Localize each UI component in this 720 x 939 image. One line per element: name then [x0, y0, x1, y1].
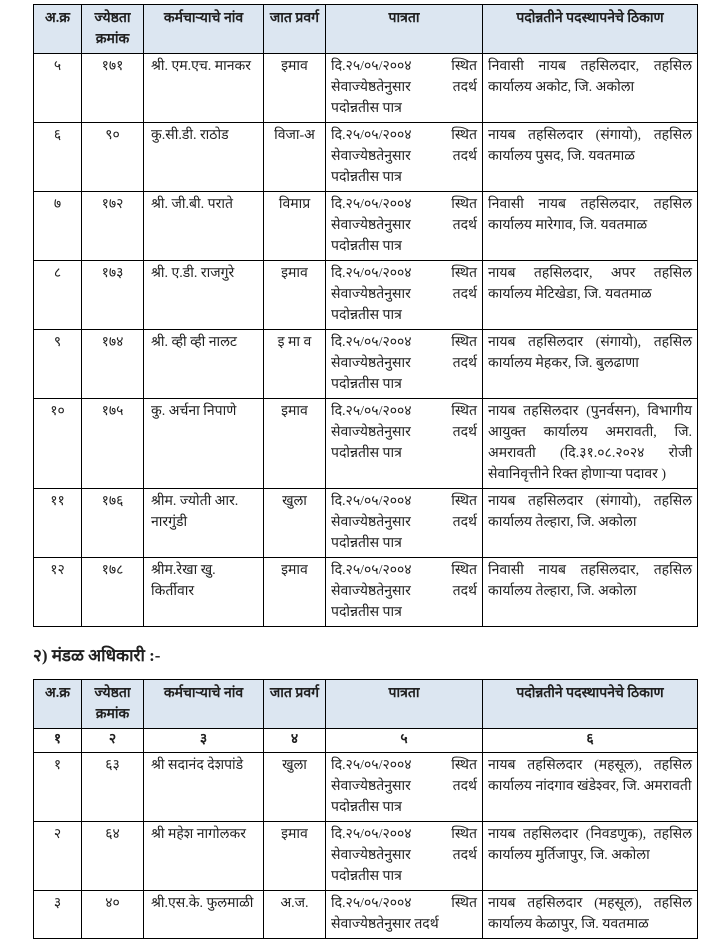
column-number: ४ [264, 729, 326, 753]
cell-serial-number: ७ [34, 192, 82, 261]
header-eligibility: पात्रता [326, 5, 483, 54]
header-caste-category: जात प्रवर्ग [264, 5, 326, 54]
header-employee-name: कर्मचाऱ्याचे नांव [144, 5, 264, 54]
header-caste-category: जात प्रवर्ग [264, 680, 326, 729]
cell-posting-location: निवासी नायब तहसिलदार, तहसिल कार्यालय मारेगाव, जि. यवतमाळ [483, 192, 698, 261]
cell-serial-number: ११ [34, 489, 82, 558]
header-eligibility: पात्रता [326, 680, 483, 729]
cell-posting-location: निवासी नायब तहसिलदार, तहसिल कार्यालय अकोट, जि. अकोला [483, 54, 698, 123]
header-employee-name: कर्मचाऱ्याचे नांव [144, 680, 264, 729]
table-header [34, 680, 698, 729]
cell-caste-category: इमाव [264, 558, 326, 627]
cell-eligibility: दि.२५/०५/२००४ स्थित सेवाज्येष्ठतेनुसार तदर्थ पदोन्नतीस पात्र [326, 123, 483, 192]
cell-employee-name: श्रीम.रेखा खु. किर्तीवार [144, 558, 264, 627]
cell-posting-location: नायब तहसिलदार (संगायो), तहसिल कार्यालय तेल्हारा, जि. अकोला [483, 489, 698, 558]
cell-employee-name: श्री. एम.एच. मानकर [144, 54, 264, 123]
column-number: ३ [144, 729, 264, 753]
cell-serial-number: १२ [34, 558, 82, 627]
cell-serial-number: ६ [34, 123, 82, 192]
header-serial-number: अ.क्र [34, 5, 82, 54]
column-number: १ [34, 729, 82, 753]
cell-employee-name: श्री.एस.के. फुलमाळी [144, 891, 264, 939]
cell-eligibility: दि.२५/०५/२००४ स्थित सेवाज्येष्ठतेनुसार तदर्थ पदोन्नतीस पात्र [326, 489, 483, 558]
cell-seniority-number: ६३ [82, 753, 144, 822]
table-row [34, 489, 698, 558]
cell-caste-category: इमाव [264, 54, 326, 123]
cell-eligibility: दि.२५/०५/२००४ स्थित सेवाज्येष्ठतेनुसार तदर्थ पदोन्नतीस पात्र [326, 558, 483, 627]
table-row [34, 753, 698, 822]
cell-caste-category: विमाप्र [264, 192, 326, 261]
cell-seniority-number: १७५ [82, 399, 144, 489]
header-row [34, 5, 698, 54]
header-serial-number: अ.क्र [34, 680, 82, 729]
column-number: ६ [483, 729, 698, 753]
promotion-table-mandal-adhikari [33, 679, 698, 939]
table-row [34, 822, 698, 891]
cell-posting-location: नायब तहसिलदार (संगायो), तहसिल कार्यालय पुसद, जि. यवतमाळ [483, 123, 698, 192]
cell-seniority-number: १७६ [82, 489, 144, 558]
cell-posting-location: नायब तहसिलदार (महसूल), तहसिल कार्यालय केळापुर, जि. यवतमाळ [483, 891, 698, 939]
cell-seniority-number: १७२ [82, 192, 144, 261]
cell-employee-name: श्रीम. ज्योती आर. नारगुंडी [144, 489, 264, 558]
cell-employee-name: कु.सी.डी. राठोड [144, 123, 264, 192]
cell-posting-location: नायब तहसिलदार (पुनर्वसन), विभागीय आयुक्त कार्यालय अमरावती, जि. अमरावती (दि.३१.०८.२०२४ रोजी सेवानिवृत्तीने रिक्त होणाऱ्या पदावर ) [483, 399, 698, 489]
table-row [34, 558, 698, 627]
cell-employee-name: श्री सदानंद देशपांडे [144, 753, 264, 822]
cell-eligibility: दि.२५/०५/२००४ स्थित सेवाज्येष्ठतेनुसार तदर्थ पदोन्नतीस पात्र [326, 822, 483, 891]
cell-serial-number: ३ [34, 891, 82, 939]
section-heading-mandal-adhikari: २) मंडळ अधिकारी :- [33, 646, 161, 665]
cell-eligibility: दि.२५/०५/२००४ स्थित सेवाज्येष्ठतेनुसार तदर्थ पदोन्नतीस पात्र [326, 330, 483, 399]
cell-employee-name: श्री. जी.बी. पराते [144, 192, 264, 261]
cell-eligibility: दि.२५/०५/२००४ स्थित सेवाज्येष्ठतेनुसार तदर्थ पदोन्नतीस पात्र [326, 54, 483, 123]
column-number-row [34, 729, 698, 753]
cell-employee-name: श्री. व्ही व्ही नालट [144, 330, 264, 399]
cell-caste-category: खुला [264, 489, 326, 558]
table-row [34, 261, 698, 330]
header-seniority-number: ज्येष्ठता क्रमांक [82, 680, 144, 729]
cell-employee-name: श्री. ए.डी. राजगुरे [144, 261, 264, 330]
header-row [34, 680, 698, 729]
cell-seniority-number: ६४ [82, 822, 144, 891]
column-number: २ [82, 729, 144, 753]
cell-posting-location: नायब तहसिलदार (निवडणुक), तहसिल कार्यालय मुर्तिजापुर, जि. अकोला [483, 822, 698, 891]
cell-seniority-number: ९० [82, 123, 144, 192]
cell-seniority-number: १७३ [82, 261, 144, 330]
cell-eligibility: दि.२५/०५/२००४ स्थित सेवाज्येष्ठतेनुसार तदर्थ पदोन्नतीस पात्र [326, 399, 483, 489]
table-row [34, 399, 698, 489]
cell-eligibility: दि.२५/०५/२००४ स्थित सेवाज्येष्ठतेनुसार तदर्थ पदोन्नतीस पात्र [326, 261, 483, 330]
cell-caste-category: अ.ज. [264, 891, 326, 939]
cell-serial-number: १ [34, 753, 82, 822]
cell-employee-name: कु. अर्चना निपाणे [144, 399, 264, 489]
table-row [34, 123, 698, 192]
cell-caste-category: खुला [264, 753, 326, 822]
header-posting-location: पदोन्नतीने पदस्थापनेचे ठिकाण [483, 5, 698, 54]
cell-seniority-number: ४० [82, 891, 144, 939]
cell-eligibility: दि.२५/०५/२००४ स्थित सेवाज्येष्ठतेनुसार तदर्थ पदोन्नतीस पात्र [326, 192, 483, 261]
cell-serial-number: ८ [34, 261, 82, 330]
header-posting-location: पदोन्नतीने पदस्थापनेचे ठिकाण [483, 680, 698, 729]
table-row [34, 54, 698, 123]
table-body [34, 54, 698, 627]
cell-serial-number: १० [34, 399, 82, 489]
cell-posting-location: निवासी नायब तहसिलदार, तहसिल कार्यालय तेल्हारा, जि. अकोला [483, 558, 698, 627]
cell-serial-number: ९ [34, 330, 82, 399]
table-header [34, 5, 698, 54]
cell-eligibility: दि.२५/०५/२००४ स्थित सेवाज्येष्ठतेनुसार तदर्थ पदोन्नतीस पात्र [326, 753, 483, 822]
column-number: ५ [326, 729, 483, 753]
table-body [34, 729, 698, 939]
cell-caste-category: इमाव [264, 399, 326, 489]
cell-eligibility: दि.२५/०५/२००४ स्थित सेवाज्येष्ठतेनुसार तदर्थ [326, 891, 483, 939]
cell-seniority-number: १७४ [82, 330, 144, 399]
promotion-table-upper [33, 4, 698, 627]
cell-serial-number: २ [34, 822, 82, 891]
cell-caste-category: इमाव [264, 822, 326, 891]
cell-posting-location: नायब तहसिलदार (महसूल), तहसिल कार्यालय नांदगाव खंडेश्वर, जि. अमरावती [483, 753, 698, 822]
table-row [34, 330, 698, 399]
table-row [34, 891, 698, 939]
cell-employee-name: श्री महेश नागोलकर [144, 822, 264, 891]
cell-caste-category: इ मा व [264, 330, 326, 399]
header-seniority-number: ज्येष्ठता क्रमांक [82, 5, 144, 54]
cell-caste-category: इमाव [264, 261, 326, 330]
table-row [34, 192, 698, 261]
cell-posting-location: नायब तहसिलदार, अपर तहसिल कार्यालय मेटिखेडा, जि. यवतमाळ [483, 261, 698, 330]
cell-seniority-number: १७८ [82, 558, 144, 627]
cell-posting-location: नायब तहसिलदार (संगायो), तहसिल कार्यालय मेहकर, जि. बुलढाणा [483, 330, 698, 399]
cell-caste-category: विजा-अ [264, 123, 326, 192]
cell-serial-number: ५ [34, 54, 82, 123]
cell-seniority-number: १७१ [82, 54, 144, 123]
